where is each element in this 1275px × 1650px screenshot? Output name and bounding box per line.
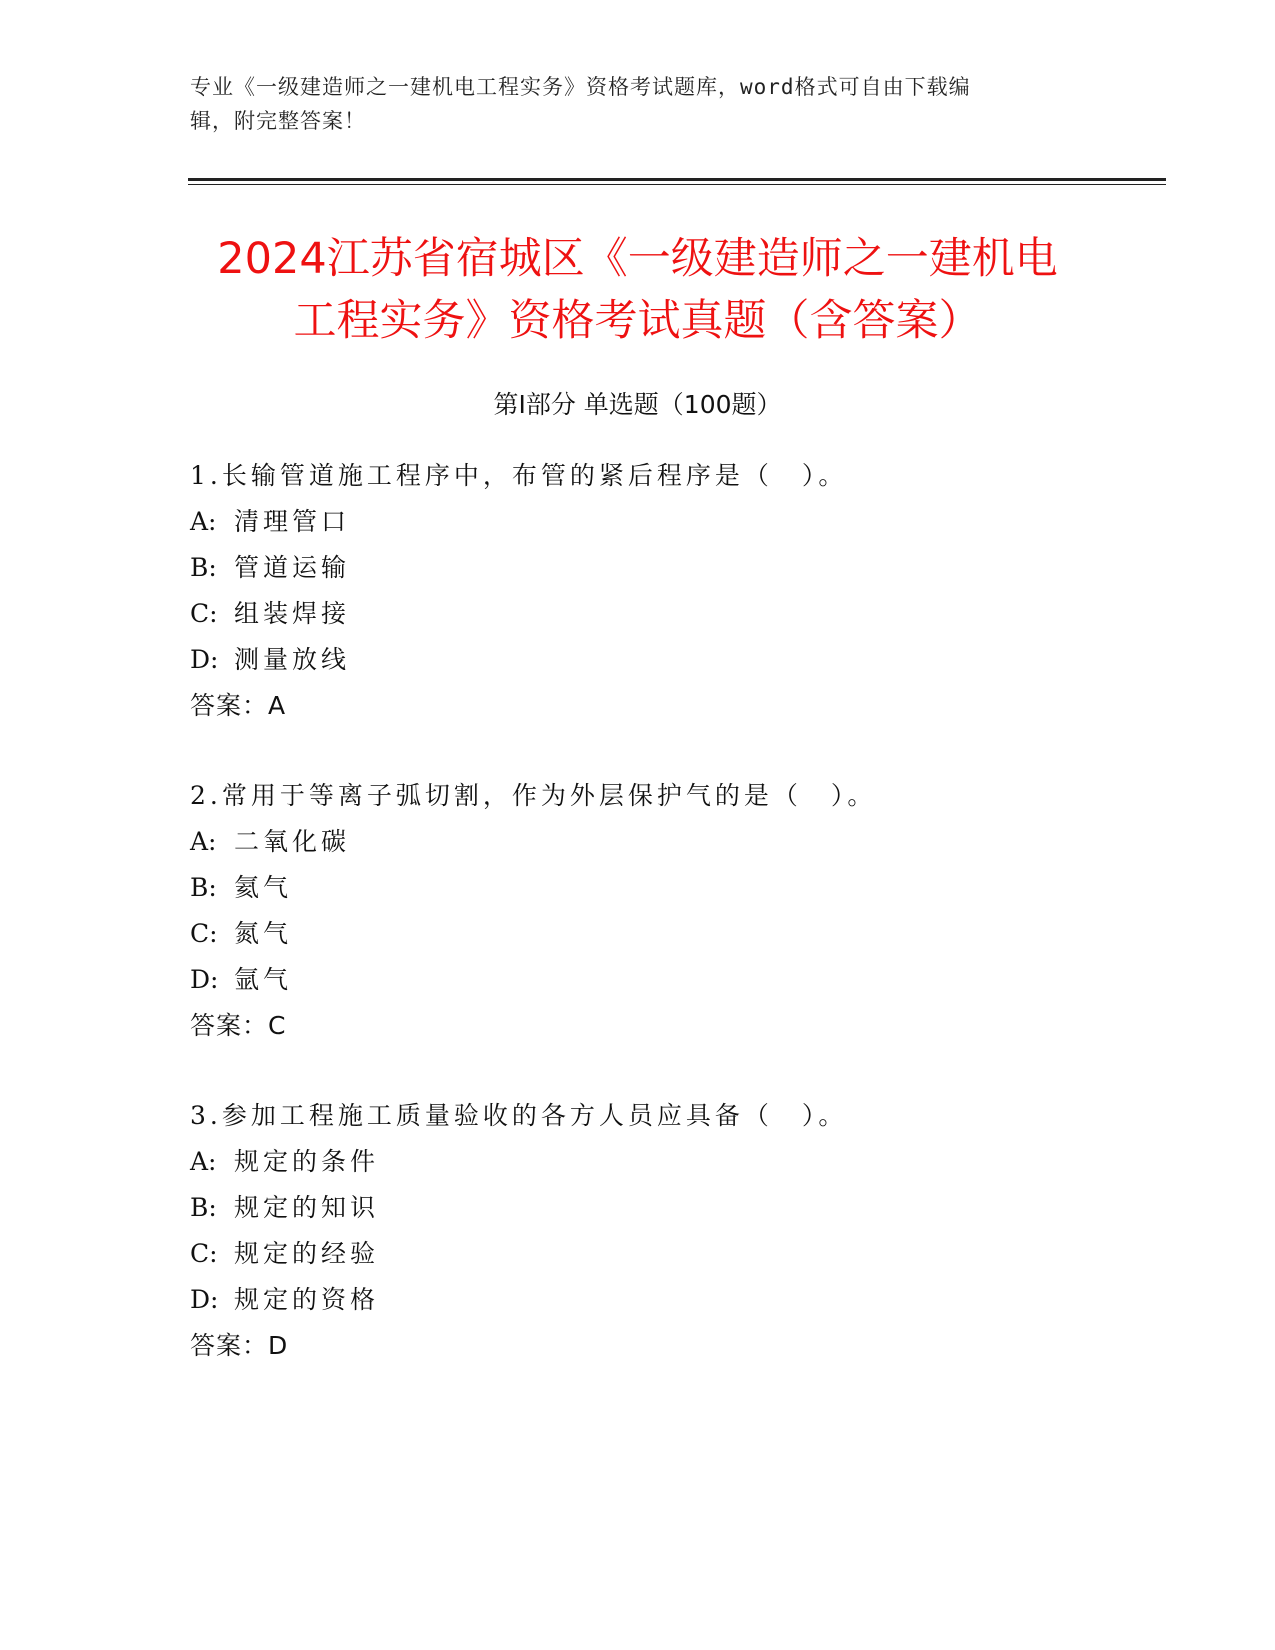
header-note-line-1: 专业《一级建造师之一建机电工程实务》资格考试题库，word格式可自由下载编 bbox=[190, 75, 971, 99]
option-a bbox=[190, 1139, 1150, 1185]
question-2 bbox=[190, 773, 1150, 1049]
option-letter: A: bbox=[190, 1147, 217, 1176]
question-stem: 2.常用于等离子弧切割，作为外层保护气的是（ ）。 bbox=[190, 781, 877, 810]
option-letter: D: bbox=[190, 965, 219, 994]
header-note bbox=[190, 70, 1070, 138]
option-text: 二氧化碳 bbox=[234, 827, 351, 856]
option-d bbox=[190, 637, 1150, 683]
option-text: 测量放线 bbox=[234, 645, 351, 674]
option-text: 规定的条件 bbox=[234, 1147, 380, 1176]
option-a bbox=[190, 819, 1150, 865]
option-letter: D: bbox=[190, 1285, 219, 1314]
header-note-line-2: 辑，附完整答案！ bbox=[190, 109, 366, 133]
question-stem: 3.参加工程施工质量验收的各方人员应具备（ ）。 bbox=[190, 1101, 848, 1130]
option-letter: B: bbox=[190, 873, 217, 902]
option-text: 氮气 bbox=[234, 919, 293, 948]
question-3 bbox=[190, 1093, 1150, 1369]
question-stem: 1.长输管道施工程序中，布管的紧后程序是（ ）。 bbox=[190, 461, 848, 490]
option-text: 规定的资格 bbox=[234, 1285, 380, 1314]
option-c bbox=[190, 591, 1150, 637]
option-b bbox=[190, 1185, 1150, 1231]
option-text: 规定的经验 bbox=[234, 1239, 380, 1268]
document-title-line-2: 工程实务》资格考试真题（含答案） bbox=[293, 296, 982, 346]
option-letter: B: bbox=[190, 1193, 217, 1222]
option-b bbox=[190, 865, 1150, 911]
option-letter: A: bbox=[190, 507, 217, 536]
question-1 bbox=[190, 453, 1150, 729]
option-d bbox=[190, 957, 1150, 1003]
option-letter: A: bbox=[190, 827, 217, 856]
option-text: 管道运输 bbox=[234, 553, 351, 582]
option-d bbox=[190, 1277, 1150, 1323]
document-title bbox=[150, 228, 1125, 352]
option-letter: C: bbox=[190, 1239, 218, 1268]
section-title: 第Ⅰ部分 单选题（100题） bbox=[493, 390, 782, 419]
option-text: 氦气 bbox=[234, 873, 293, 902]
option-letter: B: bbox=[190, 553, 217, 582]
document-title-line-1: 2024江苏省宿城区《一级建造师之一建机电 bbox=[217, 234, 1058, 284]
option-b bbox=[190, 545, 1150, 591]
option-c bbox=[190, 911, 1150, 957]
header-rule-thick bbox=[188, 178, 1166, 181]
option-text: 规定的知识 bbox=[234, 1193, 380, 1222]
option-a bbox=[190, 499, 1150, 545]
option-letter: C: bbox=[190, 919, 218, 948]
option-text: 氩气 bbox=[234, 965, 293, 994]
answer-line: 答案：A bbox=[190, 691, 287, 720]
answer-line: 答案：D bbox=[190, 1331, 289, 1360]
option-c bbox=[190, 1231, 1150, 1277]
option-letter: C: bbox=[190, 599, 218, 628]
option-text: 清理管口 bbox=[234, 507, 351, 536]
answer-line: 答案：C bbox=[190, 1011, 287, 1040]
option-text: 组装焊接 bbox=[234, 599, 351, 628]
header-rule-thin bbox=[188, 184, 1166, 185]
option-letter: D: bbox=[190, 645, 219, 674]
